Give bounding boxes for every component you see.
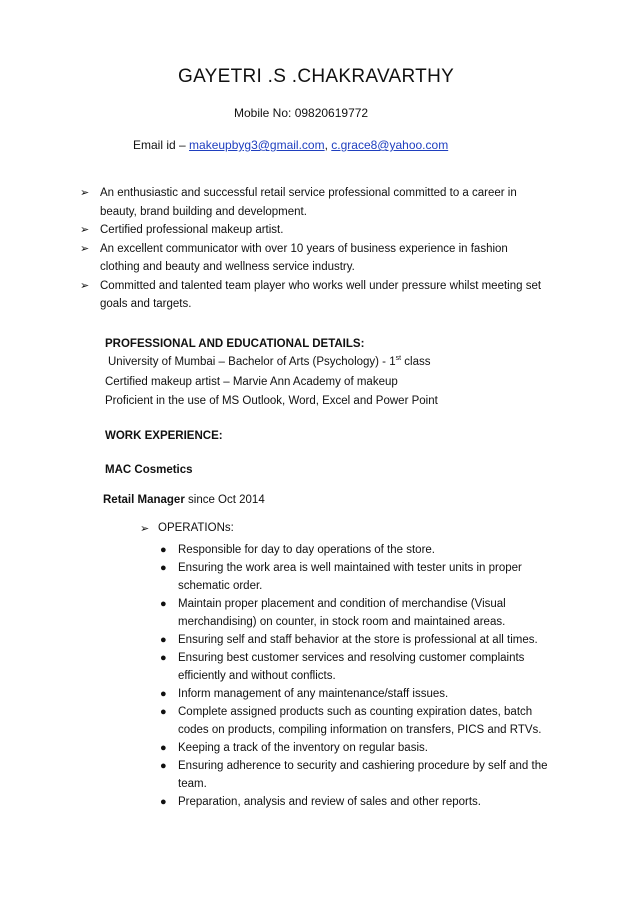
list-item-line: schematic order. xyxy=(178,580,263,592)
list-item-line: merchandising) on counter, in stock room and maintained areas. xyxy=(178,616,506,628)
bullet-icon: ● xyxy=(160,688,167,700)
list-item-line: Responsible for day to day operations of the store. xyxy=(178,544,435,556)
list-item-line: Maintain proper placement and condition of merchandise (Visual xyxy=(178,598,506,610)
list-item-line: Ensuring best customer services and resolving customer complaints xyxy=(178,652,525,664)
company-name: MAC Cosmetics xyxy=(105,464,193,476)
arrow-bullet-icon: ➢ xyxy=(80,224,90,236)
list-item xyxy=(160,631,580,649)
list-item-line: Ensuring the work area is well maintained with tester units in proper xyxy=(178,562,522,574)
bullet-icon: ● xyxy=(160,544,167,556)
summary-item xyxy=(80,240,580,277)
degree-class: class xyxy=(401,356,431,368)
summary-line: goals and targets. xyxy=(100,298,192,310)
list-item xyxy=(160,559,580,595)
operations-heading xyxy=(140,522,234,534)
list-item-line: team. xyxy=(178,778,207,790)
bullet-icon: ● xyxy=(160,652,167,664)
bullet-icon: ● xyxy=(160,796,167,808)
summary-line: beauty, brand building and development. xyxy=(100,205,307,218)
role-line xyxy=(103,491,265,509)
list-item xyxy=(160,739,580,757)
role-since: since Oct 2014 xyxy=(184,494,265,506)
degree-superscript: st xyxy=(395,355,402,363)
email-link-1[interactable]: makeupbyg3@gmail.com xyxy=(189,138,325,152)
arrow-bullet-icon: ➢ xyxy=(140,523,150,535)
email-line xyxy=(133,138,448,152)
list-item-line: Ensuring self and staff behavior at the store is professional at all times. xyxy=(178,634,538,646)
list-item xyxy=(160,649,580,685)
bullet-icon: ● xyxy=(160,742,167,754)
summary-line: Committed and talented team player who works well under pressure whilst meeting set xyxy=(100,279,542,292)
degree-text: University of Mumbai – Bachelor of Arts (Psychology) - 1 xyxy=(108,356,396,368)
list-item-line: Complete assigned products such as counting expiration dates, batch xyxy=(178,706,533,718)
bullet-icon: ● xyxy=(160,760,167,772)
list-item-line: codes on products, compiling information on transfers, PICS and RTVs. xyxy=(178,724,542,736)
operations-label: OPERATIONs: xyxy=(158,522,234,534)
summary-item xyxy=(80,221,580,240)
summary-line: clothing and beauty and wellness service industry. xyxy=(100,261,355,273)
arrow-bullet-icon: ➢ xyxy=(80,242,90,255)
education-degree xyxy=(108,353,430,371)
education-heading: PROFESSIONAL AND EDUCATIONAL DETAILS: xyxy=(105,338,365,350)
bullet-icon: ● xyxy=(160,598,167,610)
email-separator: , xyxy=(324,138,332,152)
operations-list xyxy=(160,541,580,811)
summary-line: An excellent communicator with over 10 years of business experience in fashion xyxy=(100,242,508,255)
summary-list xyxy=(80,184,580,314)
list-item-line: Inform management of any maintenance/staff issues. xyxy=(178,688,449,700)
list-item-line: Preparation, analysis and review of sales and other reports. xyxy=(178,796,481,808)
list-item-line: Keeping a track of the inventory on regular basis. xyxy=(178,742,428,754)
list-item xyxy=(160,793,580,811)
arrow-bullet-icon: ➢ xyxy=(80,279,90,292)
email-link-2[interactable]: c.grace8@yahoo.com xyxy=(331,138,449,152)
summary-item xyxy=(80,184,580,221)
list-item xyxy=(160,757,580,793)
email-label: Email id – xyxy=(133,138,190,152)
mobile-number: Mobile No: 09820619772 xyxy=(234,106,369,120)
arrow-bullet-icon: ➢ xyxy=(80,187,90,199)
bullet-icon: ● xyxy=(160,562,167,574)
education-skills: Proficient in the use of MS Outlook, Word, Excel and Power Point xyxy=(105,395,438,407)
list-item xyxy=(160,541,580,559)
summary-line: An enthusiastic and successful retail service professional committed to a career in xyxy=(100,187,517,199)
summary-item xyxy=(80,277,580,314)
list-item-line: efficiently and without conflicts. xyxy=(178,670,336,682)
applicant-name: GAYETRI .S .CHAKRAVARTHY xyxy=(178,66,455,87)
list-item-line: Ensuring adherence to security and cashiering procedure by self and the xyxy=(178,760,548,772)
education-certification: Certified makeup artist – Marvie Ann Academy of makeup xyxy=(105,376,398,388)
bullet-icon: ● xyxy=(160,706,167,718)
work-heading: WORK EXPERIENCE: xyxy=(105,430,223,442)
list-item xyxy=(160,685,580,703)
bullet-icon: ● xyxy=(160,634,167,646)
summary-line: Certified professional makeup artist. xyxy=(100,224,284,236)
role-title: Retail Manager xyxy=(103,494,185,506)
list-item xyxy=(160,703,580,739)
list-item xyxy=(160,595,580,631)
